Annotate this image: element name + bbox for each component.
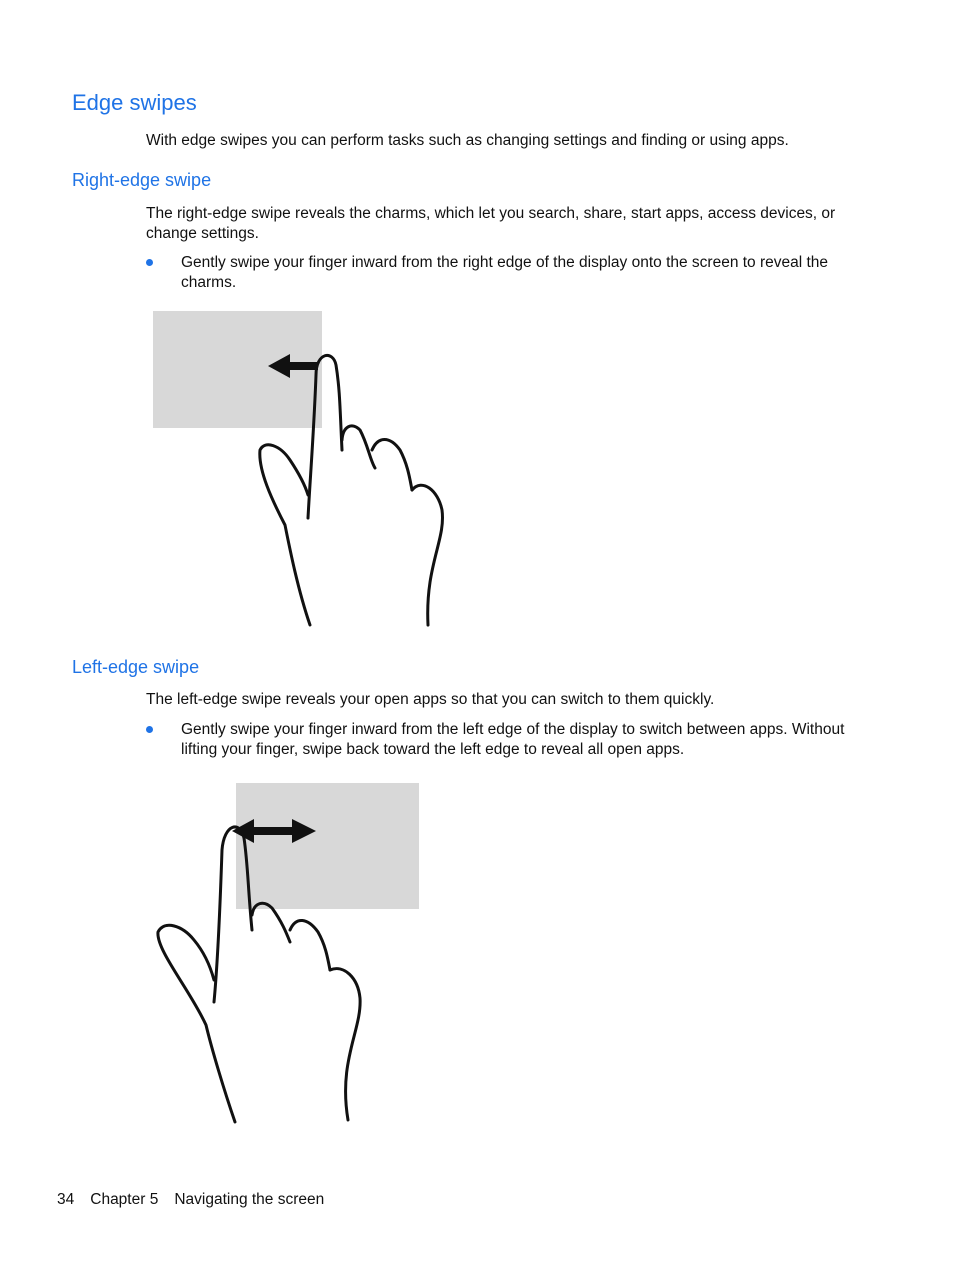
footer-chapter-title: Navigating the screen [174, 1191, 325, 1208]
display-screen-area [236, 783, 419, 909]
right-edge-description: The right-edge swipe reveals the charms, which let you search, share, start apps, access devices, or change settings. [146, 205, 836, 242]
left-edge-description: The left-edge swipe reveals your open apps so that you can switch to them quickly. [146, 691, 715, 708]
right-edge-bullet-text: Gently swipe your finger inward from the right edge of the display onto the screen to reveal the charms. [181, 254, 829, 291]
left-edge-bullet-text: Gently swipe your finger inward from the left edge of the display to switch between apps. Without lifting your finger, swipe back toward the left edge to reveal all open apps. [181, 721, 845, 758]
bullet-icon [146, 259, 153, 266]
page-footer [57, 1191, 340, 1209]
left-edge-swipe-illustration [140, 770, 440, 1130]
right-edge-swipe-illustration [140, 300, 470, 640]
page-number: 34 [57, 1191, 75, 1208]
bullet-icon [146, 726, 153, 733]
right-edge-heading: Right-edge swipe [72, 170, 212, 190]
page-title: Edge swipes [72, 90, 197, 115]
left-edge-heading: Left-edge swipe [72, 657, 200, 677]
intro-paragraph: With edge swipes you can perform tasks such as changing settings and finding or using apps. [146, 132, 789, 149]
footer-chapter: Chapter 5 [90, 1191, 159, 1208]
